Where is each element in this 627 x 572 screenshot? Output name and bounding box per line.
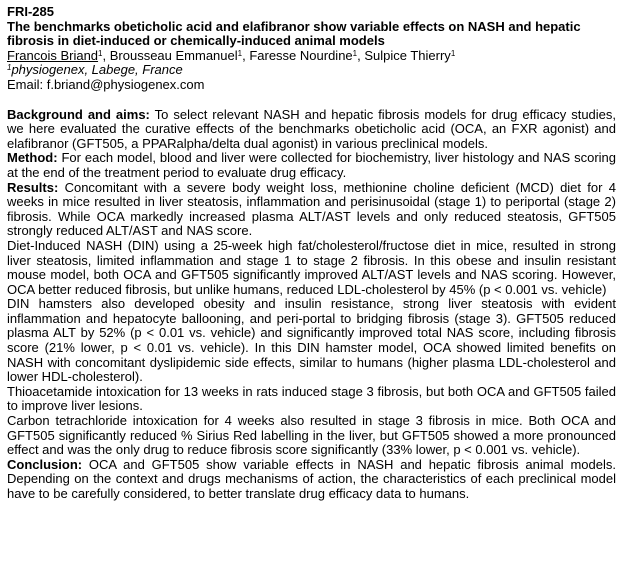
contact-email: Email: f.briand@physiogenex.com	[7, 76, 205, 92]
results-paragraph	[7, 181, 616, 239]
author-name: Francois Briand	[7, 47, 99, 63]
author-affiliation-mark: 1	[450, 48, 456, 58]
affiliation-mark: 1	[7, 63, 12, 73]
results-paragraph: Carbon tetrachloride intoxication for 4 weeks also resulted in stage 3 fibrosis in mice. Both OCA and GFT505 significantly reduced % Sirius Red labelling in the liver, but GFT505 showed a more pronounced effect and was the only drug to reduce fibrosis score significantly (33% lower, p < 0.001 vs. vehicle).	[7, 413, 616, 458]
abstract-id: FRI-285	[7, 4, 54, 19]
author-name: Sulpice Thierry	[364, 47, 451, 63]
affiliation	[7, 63, 616, 78]
author-list	[7, 49, 616, 64]
method-text: For each model, blood and liver were collected for biochemistry, liver histology and NAS scoring at the end of the treatment period to evaluate drug efficacy.	[7, 150, 616, 180]
method-label: Method:	[7, 150, 58, 166]
affiliation-text: physiogenex, Labege, France	[11, 62, 183, 78]
section-gap	[7, 93, 616, 108]
author-name: Brousseau Emmanuel	[109, 47, 238, 63]
results-paragraph: DIN hamsters also developed obesity and insulin resistance, strong liver steatosis with evident inflammation and hepatocyte ballooning, and peri-portal to bridging fibrosis (stage 3). GFT505 reduced plasma ALT by 52% (p < 0.01 vs. vehicle) and significantly improved total NAS score, including fibrosis score (21% lower, p < 0.01 vs. vehicle). In this DIN hamster model, OCA showed limited benefits on NASH with concomitant dyslipidemic side effects, similar to humans (higher plasma LDL-cholesterol and lower HDL-cholesterol).	[7, 296, 616, 385]
author-affiliation-mark: 1	[352, 48, 358, 58]
background-label: Background and aims:	[7, 106, 150, 122]
method-paragraph	[7, 151, 616, 180]
background-text: To select relevant NASH and hepatic fibrosis models for drug efficacy studies, we here evaluated the curative effects of the benchmarks obeticholic acid (OCA, an FXR agonist) and elafibranor (GFT505, a PPARalpha/delta dual agonist) in various preclinical models.	[7, 106, 617, 151]
abstract-title: The benchmarks obeticholic acid and elafibranor show variable effects on NASH and hepatic fibrosis in diet-induced or chemically-induced animal models	[7, 18, 581, 49]
conclusion-text: OCA and GFT505 show variable effects in NASH and hepatic fibrosis animal models. Depending on the context and drugs mechanisms of action, the characteristics of each preclinical model have to be carefully considered, to better translate drug efficacy data to humans.	[7, 456, 616, 501]
author-separator: ,	[102, 47, 110, 63]
results-text: Concomitant with a severe body weight loss, methionine choline deficient (MCD) diet for 4 weeks in mice resulted in liver steatosis, inflammation and perisinusoidal (stage 1) to periportal (stage 2) fibrosis. While OCA markedly increased plasma ALT/AST levels and only reduced steatosis, GFT505 strongly reduced ALT/AST and NAS score.	[7, 179, 616, 239]
conclusion-paragraph	[7, 458, 616, 502]
results-paragraph: Thioacetamide intoxication for 13 weeks in rats induced stage 3 fibrosis, but both OCA and GFT505 failed to improve liver lesions.	[7, 383, 616, 414]
conclusion-label: Conclusion:	[7, 456, 83, 472]
abstract-body	[7, 108, 616, 502]
author-name: Faresse Nourdine	[249, 47, 353, 63]
results-paragraph: Diet-Induced NASH (DIN) using a 25-week high fat/cholesterol/fructose diet in mice, resulted in strong liver steatosis, limited inflammation and stage 1 to stage 2 fibrosis. In this obese and insulin resistant mouse model, both OCA and GFT505 significantly improved ALT/AST levels and NAS scoring. However, OCA better reduced fibrosis, but unlike humans, reduced LDL-cholesterol by 45% (p < 0.001 vs. vehicle)	[7, 237, 616, 297]
author-affiliation-mark: 1	[237, 48, 243, 58]
author-affiliation-mark: 1	[98, 48, 103, 58]
author-separator: ,	[242, 47, 250, 63]
results-label: Results:	[7, 179, 59, 195]
background-paragraph	[7, 108, 616, 152]
author-separator: ,	[357, 47, 365, 63]
